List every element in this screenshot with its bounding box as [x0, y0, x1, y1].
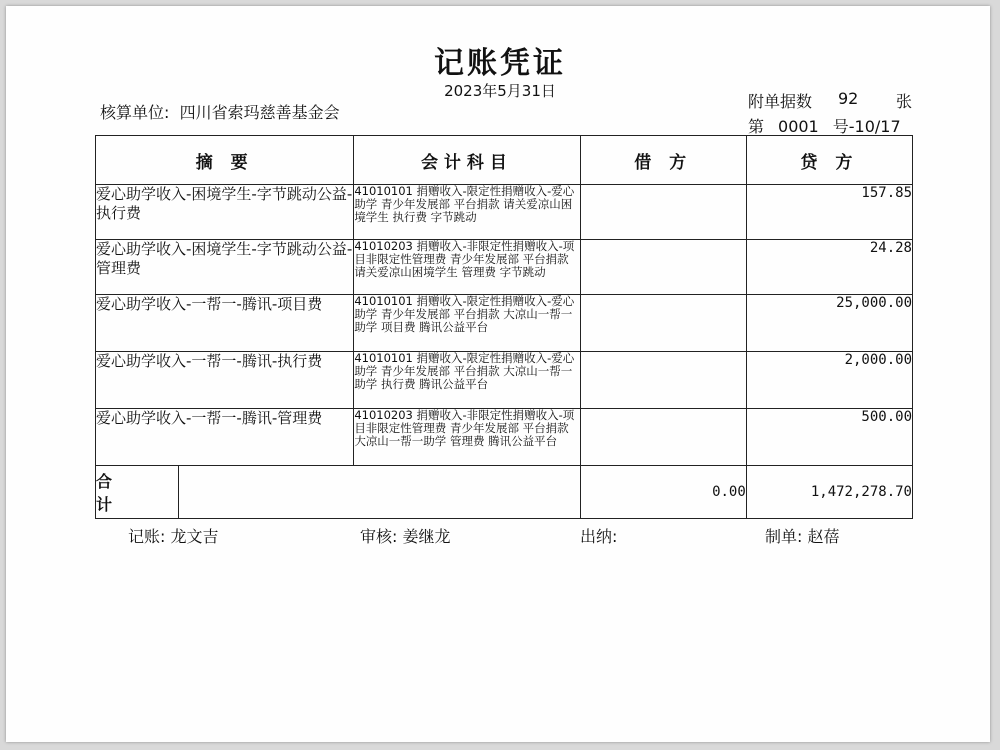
row-debit: [580, 352, 746, 409]
table-header-row: [96, 136, 913, 185]
row-credit: 500.00: [746, 409, 912, 466]
voucher-suffix: 号-: [832, 117, 855, 136]
total-blank: [179, 466, 580, 518]
header-debit: 借 方: [580, 136, 746, 185]
voucher-date: 2023年5月31日: [444, 82, 556, 100]
row-summary: 爱心助学收入-一帮一-腾讯-管理费: [96, 409, 354, 466]
row-credit: 25,000.00: [746, 295, 912, 352]
table-row: [96, 185, 913, 240]
total-row: [96, 466, 913, 519]
total-credit: 1,472,278.70: [746, 466, 912, 519]
row-summary: 爱心助学收入-一帮一-腾讯-项目费: [96, 295, 354, 352]
total-debit: 0.00: [580, 466, 746, 519]
table-row: [96, 352, 913, 409]
table-row: [96, 240, 913, 295]
voucher-prefix: 第: [748, 117, 765, 136]
row-debit: [580, 240, 746, 295]
row-credit: 2,000.00: [746, 352, 912, 409]
row-debit: [580, 185, 746, 240]
cashier: 出纳:: [580, 527, 618, 546]
row-account: 41010101 捐赠收入-限定性捐赠收入-爱心助学 青少年发展部 平台捐款 请关爱凉山困境学生 执行费 字节跳动: [354, 185, 580, 240]
row-account: 41010101 捐赠收入-限定性捐赠收入-爱心助学 青少年发展部 平台捐款 大凉山一帮一助学 执行费 腾讯公益平台: [354, 352, 580, 409]
table-row: [96, 295, 913, 352]
total-label-cell: [96, 466, 581, 519]
total-label: 合 计: [96, 466, 179, 518]
row-summary: 爱心助学收入-一帮一-腾讯-执行费: [96, 352, 354, 409]
row-debit: [580, 295, 746, 352]
unit-label: 核算单位:: [100, 103, 170, 122]
row-account: 41010101 捐赠收入-限定性捐赠收入-爱心助学 青少年发展部 平台捐款 大凉山一帮一助学 项目费 腾讯公益平台: [354, 295, 580, 352]
row-account: 41010203 捐赠收入-非限定性捐赠收入-项目非限定性管理费 青少年发展部 平台捐款 大凉山一帮一助学 管理费 腾讯公益平台: [354, 409, 580, 466]
header-credit: 贷 方: [746, 136, 912, 185]
table-row: [96, 409, 913, 466]
row-summary: 爱心助学收入-困境学生-字节跳动公益-管理费: [96, 240, 354, 295]
row-credit: 24.28: [746, 240, 912, 295]
attach-unit: 张: [896, 92, 913, 111]
voucher-title: 记账凭证: [434, 46, 566, 81]
attach-label: 附单据数: [748, 92, 813, 111]
unit-name: 四川省索玛慈善基金会: [179, 103, 340, 122]
row-account: 41010203 捐赠收入-非限定性捐赠收入-项目非限定性管理费 青少年发展部 平台捐款 请关爱凉山困境学生 管理费 字节跳动: [354, 240, 580, 295]
preparer: 制单: 赵蓓: [765, 527, 840, 546]
reviewer: 审核: 姜继龙: [360, 527, 451, 546]
voucher-table: [95, 135, 913, 519]
voucher-number: [748, 114, 901, 137]
header-summary: 摘 要: [96, 136, 354, 185]
row-credit: 157.85: [746, 185, 912, 240]
row-summary: 爱心助学收入-困境学生-字节跳动公益-执行费: [96, 185, 354, 240]
attachment-count: [748, 89, 913, 112]
bookkeeper: 记账: 龙文吉: [128, 527, 219, 546]
accounting-unit: [100, 100, 340, 123]
attach-count: 92: [838, 89, 859, 108]
header-account: 会计科目: [354, 136, 580, 185]
voucher-no: 0001: [778, 117, 819, 136]
row-debit: [580, 409, 746, 466]
voucher-page: 10/17: [854, 117, 901, 136]
